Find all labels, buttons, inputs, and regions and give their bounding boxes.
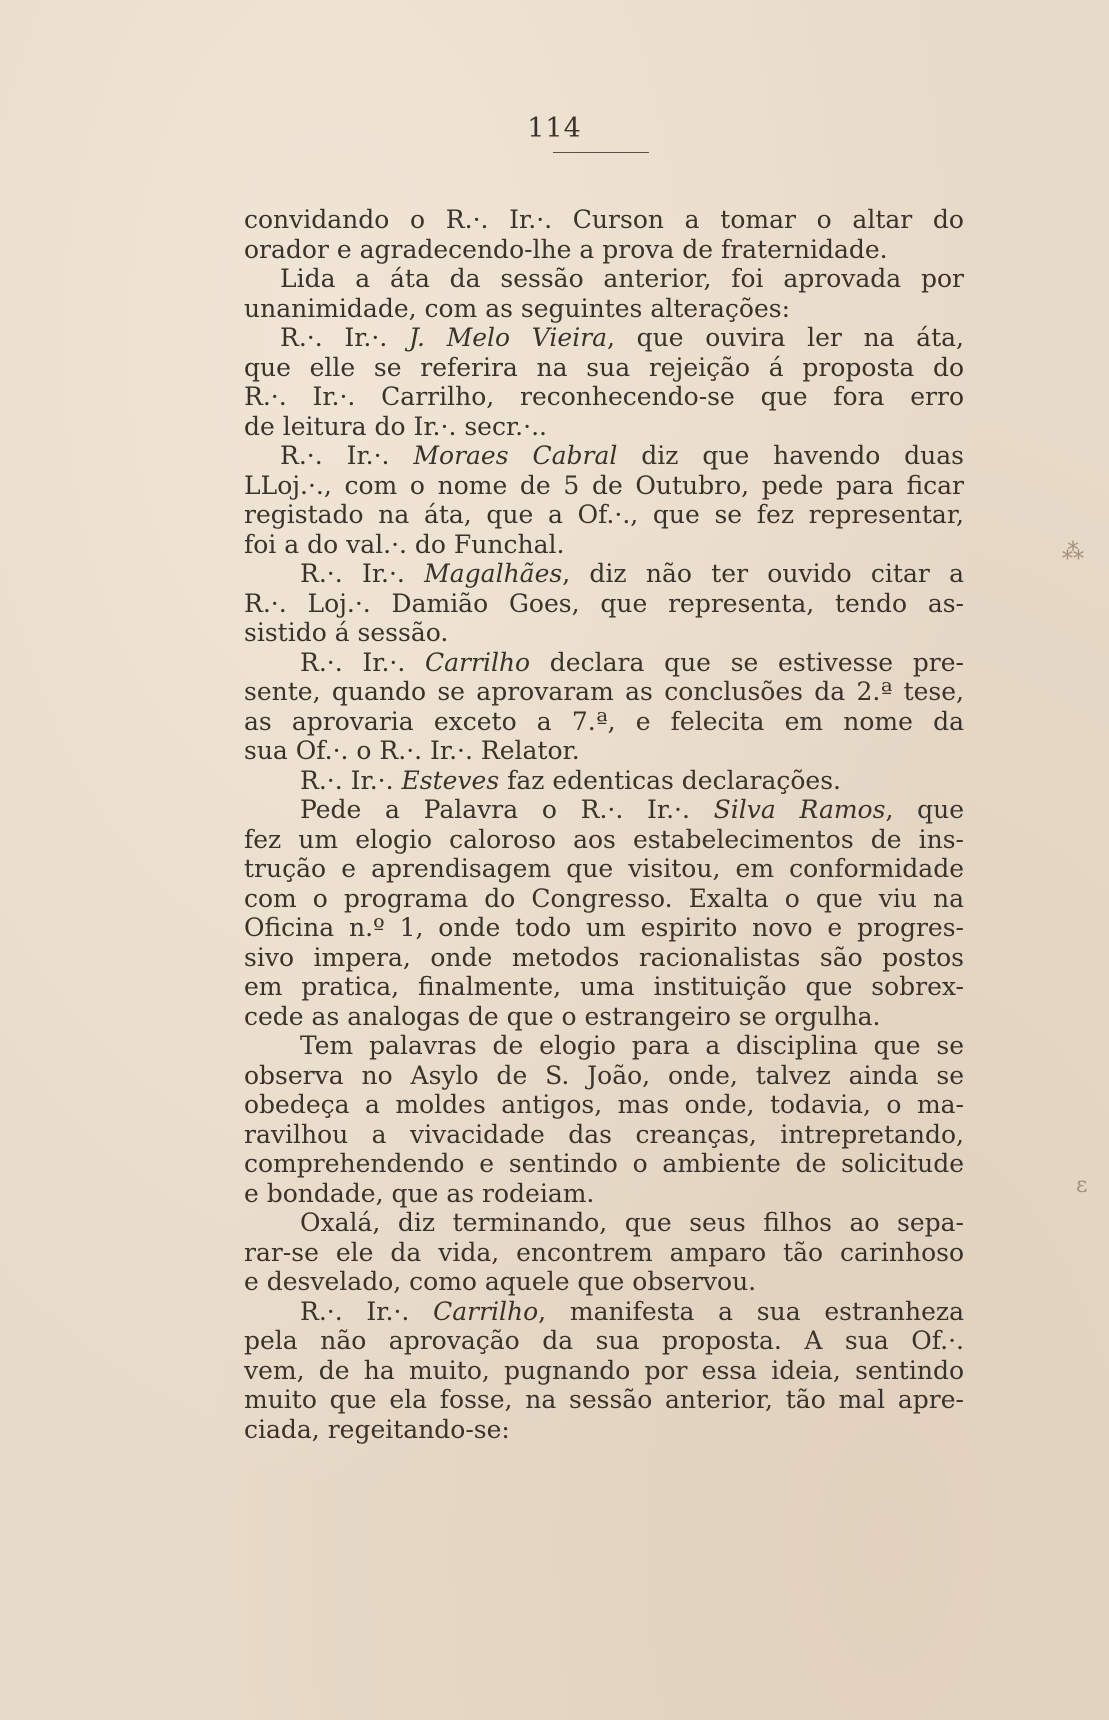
text-segment: sua Of.·. o R.·. Ir.·. Relator. [244, 736, 580, 765]
text-line [244, 648, 964, 678]
text-line [244, 618, 964, 648]
text-line [244, 1297, 964, 1327]
text-segment: , que ouvira ler na áta, [607, 323, 964, 352]
text-segment: R.·. Ir.·. [280, 323, 409, 352]
text-segment: foi a do val.·. do Funchal. [244, 529, 565, 559]
text-segment: declara que se estivesse pre- [530, 647, 964, 677]
text-segment: sente, quando se aprovaram as conclusões da 2.ª tese, [244, 677, 964, 706]
text-line [244, 736, 964, 766]
text-segment: que elle se referira na sua rejeição á proposta do [244, 352, 964, 382]
text-segment: R.·. Ir.·. [300, 647, 426, 677]
text-line [244, 205, 964, 235]
person-name: Carrilho [425, 647, 531, 677]
text-segment: sivo impera, onde metodos racionalistas são postos [244, 942, 964, 972]
text-line [244, 1415, 964, 1445]
text-segment: as aprovaria exceto a 7.ª, e felecita em nome da [244, 706, 964, 736]
text-line [244, 441, 964, 471]
text-segment: faz edenticas declarações. [499, 765, 841, 795]
text-segment: pela não aprovação da sua proposta. A sua Of.·. [244, 1326, 964, 1355]
text-segment: comprehendendo e sentindo o ambiente de solicitude [244, 1149, 964, 1178]
text-line [244, 884, 964, 914]
text-line [244, 1149, 964, 1179]
text-line [244, 471, 964, 501]
text-segment: R.·. Ir.·. Carrilho, reconhecendo-se que fora erro [244, 382, 964, 411]
text-line [244, 235, 964, 265]
text-segment: R.·. Ir.·. [300, 1296, 434, 1326]
text-segment: fez um elogio caloroso aos estabelecimentos de ins- [244, 824, 964, 854]
text-segment: cede as analogas de que o estrangeiro se orgulha. [244, 1001, 881, 1031]
text-line [244, 382, 964, 412]
text-segment: diz que havendo duas [617, 441, 965, 470]
text-segment: observa no Asylo de S. João, onde, talvez ainda se [244, 1060, 964, 1090]
text-line [244, 1002, 964, 1032]
text-segment: R.·. Loj.·. Damião Goes, que representa, tendo as- [244, 588, 964, 618]
text-segment: de leitura do Ir.·. secr.·.. [244, 411, 547, 441]
text-segment: Oxalá, diz terminando, que seus filhos ao sepa- [300, 1208, 964, 1237]
person-name: Esteves [401, 765, 500, 795]
text-line [244, 1238, 964, 1268]
text-segment: Lida a áta da sessão anterior, foi aprovada por [280, 264, 964, 293]
text-segment: orador e agradecendo-lhe a prova de fraternidade. [244, 234, 888, 264]
person-name: Magalhães [424, 559, 563, 588]
text-line [244, 766, 964, 796]
text-segment: obedeça a moldes antigos, mas onde, todavia, o ma- [244, 1090, 964, 1119]
text-segment: Tem palavras de elogio para a disciplina que se [300, 1031, 964, 1060]
text-line [244, 1090, 964, 1120]
text-line [244, 1120, 964, 1150]
text-line [244, 913, 964, 943]
text-line [244, 412, 964, 442]
text-line [244, 1208, 964, 1238]
text-line [244, 323, 964, 353]
text-segment: convidando o R.·. Ir.·. Curson a tomar o altar do [244, 205, 964, 234]
text-line [244, 707, 964, 737]
text-segment: vem, de ha muito, pugnando por essa ideia, sentindo [244, 1355, 964, 1385]
text-line [244, 795, 964, 825]
text-line [244, 854, 964, 884]
text-line [244, 530, 964, 560]
text-line [244, 1385, 964, 1415]
text-line [244, 1179, 964, 1209]
text-segment: com o programa do Congresso. Exalta o que viu na [244, 883, 964, 913]
text-segment: Oficina n.º 1, onde todo um espirito novo e progres- [244, 913, 964, 942]
text-segment: ciada, regeitando-se: [244, 1414, 510, 1444]
person-name: J. Melo Vieira [408, 323, 608, 352]
text-line [244, 1356, 964, 1386]
text-line [244, 677, 964, 707]
text-line [244, 943, 964, 973]
text-segment: muito que ela fosse, na sessão anterior, tão mal apre- [244, 1385, 964, 1414]
page-number-rule [553, 152, 649, 153]
text-line [244, 1061, 964, 1091]
text-segment: e bondade, que as rodeiam. [244, 1178, 595, 1208]
text-line [244, 589, 964, 619]
text-segment: R.·. Ir.·. [300, 765, 402, 795]
person-name: Moraes Cabral [413, 441, 618, 470]
text-segment: rar-se ele da vida, encontrem amparo tão carinhoso [244, 1237, 964, 1267]
text-segment: R.·. Ir.·. [280, 441, 414, 470]
margin-smudge-mark: ⁂ [1062, 540, 1084, 565]
text-line [244, 264, 964, 294]
text-segment: Pede a Palavra o R.·. Ir.·. [300, 795, 714, 824]
person-name: Carrilho [433, 1296, 539, 1326]
margin-smudge-mark: ɛ [1076, 1173, 1088, 1198]
text-line [244, 972, 964, 1002]
body-text [244, 205, 964, 1444]
text-segment: unanimidade, com as seguintes alterações: [244, 293, 791, 323]
text-segment: , manifesta a sua estranheza [538, 1296, 964, 1326]
text-segment: LLoj.·., com o nome de 5 de Outubro, pede para ficar [244, 470, 964, 500]
person-name: Silva Ramos [713, 795, 886, 824]
text-segment: registado na áta, que a Of.·., que se fez representar, [244, 500, 964, 529]
text-segment: e desvelado, como aquele que observou. [244, 1267, 757, 1296]
text-segment: trução e aprendisagem que visitou, em conformidade [244, 854, 964, 883]
text-line [244, 500, 964, 530]
text-segment: R.·. Ir.·. [300, 559, 425, 588]
text-segment: sistido á sessão. [244, 618, 449, 647]
text-line [244, 559, 964, 589]
text-line [244, 1031, 964, 1061]
text-segment: em pratica, finalmente, uma instituição que sobrex- [244, 972, 964, 1001]
text-segment: ravilhou a vivacidade das creanças, intrepretando, [244, 1119, 964, 1149]
text-segment: , que [885, 795, 965, 824]
text-segment: , diz não ter ouvido citar a [562, 559, 964, 588]
text-line [244, 825, 964, 855]
text-line [244, 294, 964, 324]
page-number: 114 [527, 113, 582, 144]
text-line [244, 1267, 964, 1297]
text-line [244, 1326, 964, 1356]
text-line [244, 353, 964, 383]
